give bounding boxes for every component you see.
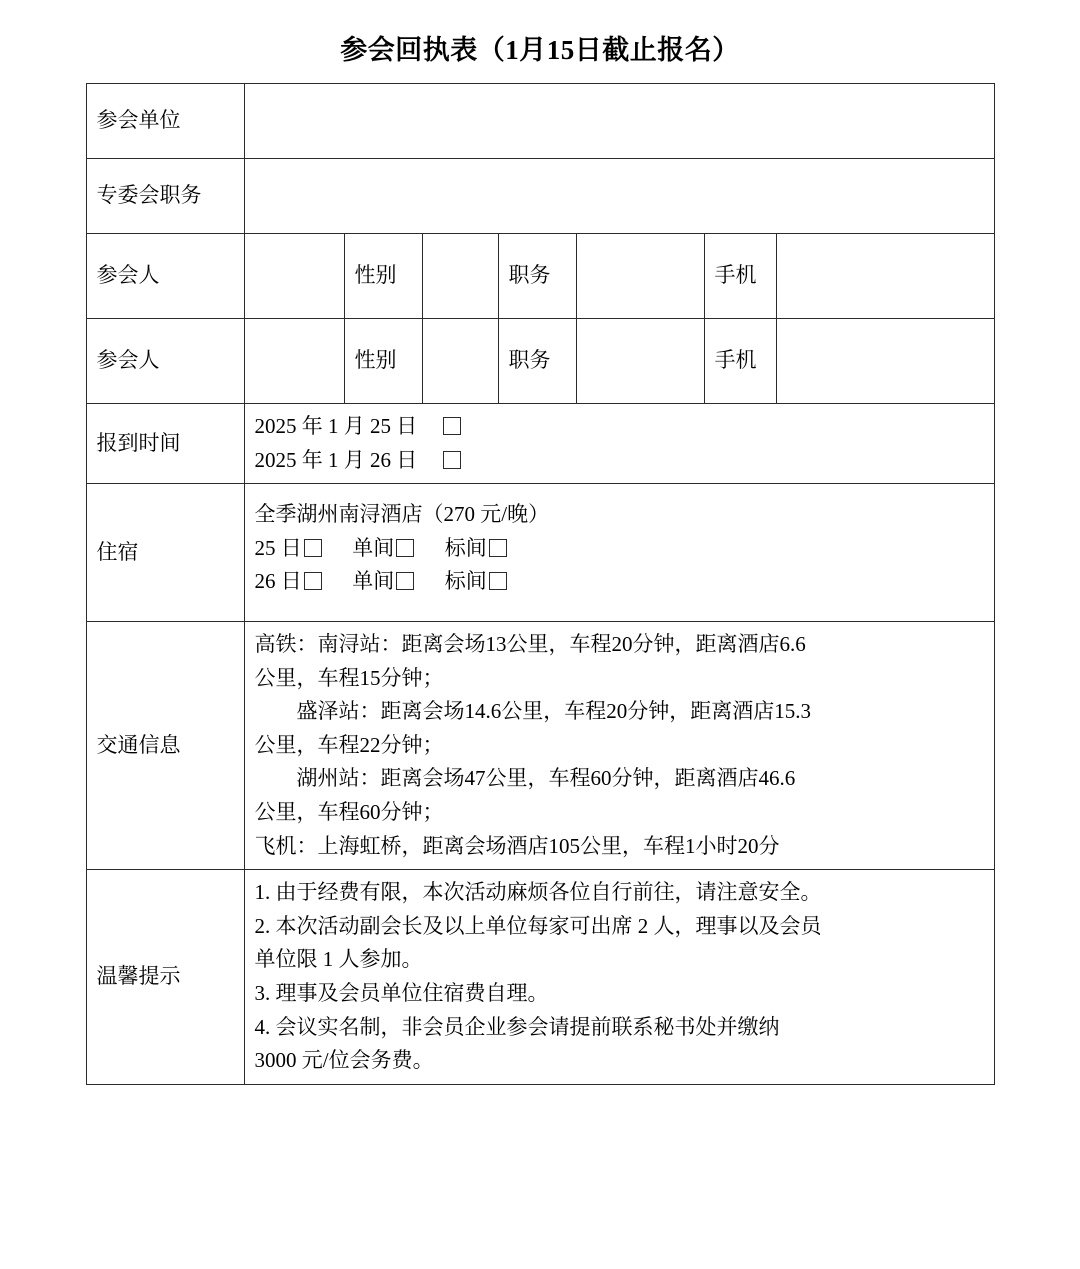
checkin-date-25-text: 2025 年 1 月 25 日	[254, 414, 418, 438]
traffic-line-1: 高铁：南浔站：距离会场13公里，车程20分钟，距离酒店6.6	[254, 631, 806, 656]
attendee1-name-label: 参会人	[86, 234, 244, 319]
attendee2-position-field[interactable]	[576, 319, 704, 404]
table-row	[86, 621, 994, 869]
tips-line-1: 1. 由于经费有限，本次活动麻烦各位自行前往，请注意安全。	[254, 880, 822, 905]
checkbox-icon[interactable]	[396, 572, 414, 590]
lodging-row-25[interactable]	[255, 532, 984, 566]
checkbox-icon[interactable]	[304, 572, 322, 590]
lodging-day-26-label: 26 日	[254, 569, 302, 594]
table-row	[86, 234, 994, 319]
traffic-line-5: 湖州站：距离会场47公里，车程60分钟，距离酒店46.6	[296, 766, 796, 791]
checkin-option-26[interactable]	[255, 444, 984, 478]
traffic-line-2: 公里，车程15分钟；	[254, 665, 444, 690]
checkbox-icon[interactable]	[443, 417, 461, 435]
lodging-row-26[interactable]	[255, 565, 984, 599]
checkbox-icon[interactable]	[489, 572, 507, 590]
lodging-options	[244, 484, 994, 622]
attendee1-phone-field[interactable]	[776, 234, 994, 319]
checkbox-icon[interactable]	[304, 539, 322, 557]
attendee2-position-label: 职务	[498, 319, 576, 404]
traffic-info-content	[244, 621, 994, 869]
registration-receipt-table	[86, 83, 995, 1085]
committee-post-value-field[interactable]	[244, 159, 994, 234]
attendee1-phone-label: 手机	[704, 234, 776, 319]
checkin-date-26-text: 2025 年 1 月 26 日	[254, 447, 418, 472]
lodging-26-twin-label: 标间	[444, 569, 487, 594]
traffic-line-4: 公里，车程22分钟；	[254, 732, 444, 757]
attendee1-position-label: 职务	[498, 234, 576, 319]
checkin-time-label: 报到时间	[86, 404, 244, 484]
attendee2-name-field[interactable]	[244, 319, 344, 404]
tips-line-5: 4. 会议实名制，非会员企业参会请提前联系秘书处并缴纳	[254, 1014, 780, 1039]
attendee1-position-field[interactable]	[576, 234, 704, 319]
attendee1-gender-field[interactable]	[422, 234, 498, 319]
table-row	[86, 484, 994, 622]
tips-content	[244, 870, 994, 1085]
attendee2-phone-label: 手机	[704, 319, 776, 404]
lodging-25-single-label: 单间	[352, 535, 395, 560]
tips-line-3: 单位限 1 人参加。	[254, 947, 423, 972]
checkbox-icon[interactable]	[396, 539, 414, 557]
checkin-time-options	[244, 404, 994, 484]
attendee2-gender-label: 性别	[344, 319, 422, 404]
table-row	[86, 159, 994, 234]
tips-line-2: 2. 本次活动副会长及以上单位每家可出席 2 人，理事以及会员	[254, 913, 822, 938]
attendee1-gender-label: 性别	[344, 234, 422, 319]
table-row	[86, 870, 994, 1085]
unit-value-field[interactable]	[244, 84, 994, 159]
checkin-option-25[interactable]	[255, 410, 984, 444]
lodging-26-single-label: 单间	[352, 569, 395, 594]
committee-post-label: 专委会职务	[86, 159, 244, 234]
tips-line-6: 3000 元/位会务费。	[254, 1048, 434, 1073]
table-row	[86, 404, 994, 484]
table-row	[86, 84, 994, 159]
attendee2-phone-field[interactable]	[776, 319, 994, 404]
lodging-day-25-label: 25 日	[254, 535, 302, 560]
page-title: 参会回执表（1月15日截止报名）	[340, 35, 740, 65]
tips-line-4: 3. 理事及会员单位住宿费自理。	[254, 980, 549, 1005]
attendee2-gender-field[interactable]	[422, 319, 498, 404]
attendee2-name-label: 参会人	[86, 319, 244, 404]
unit-label: 参会单位	[86, 84, 244, 159]
lodging-hotel-name: 全季湖州南浔酒店（270 元/晚）	[254, 502, 550, 527]
checkbox-icon[interactable]	[489, 539, 507, 557]
tips-label: 温馨提示	[86, 870, 244, 1085]
lodging-25-twin-label: 标间	[444, 535, 487, 560]
traffic-line-6: 公里，车程60分钟；	[254, 799, 444, 824]
traffic-line-3: 盛泽站：距离会场14.6公里，车程20分钟，距离酒店15.3	[296, 699, 811, 724]
traffic-info-label: 交通信息	[86, 621, 244, 869]
checkbox-icon[interactable]	[443, 451, 461, 469]
lodging-label: 住宿	[86, 484, 244, 622]
table-row	[86, 319, 994, 404]
attendee1-name-field[interactable]	[244, 234, 344, 319]
traffic-line-7: 飞机：上海虹桥，距离会场酒店105公里，车程1小时20分	[254, 833, 780, 858]
